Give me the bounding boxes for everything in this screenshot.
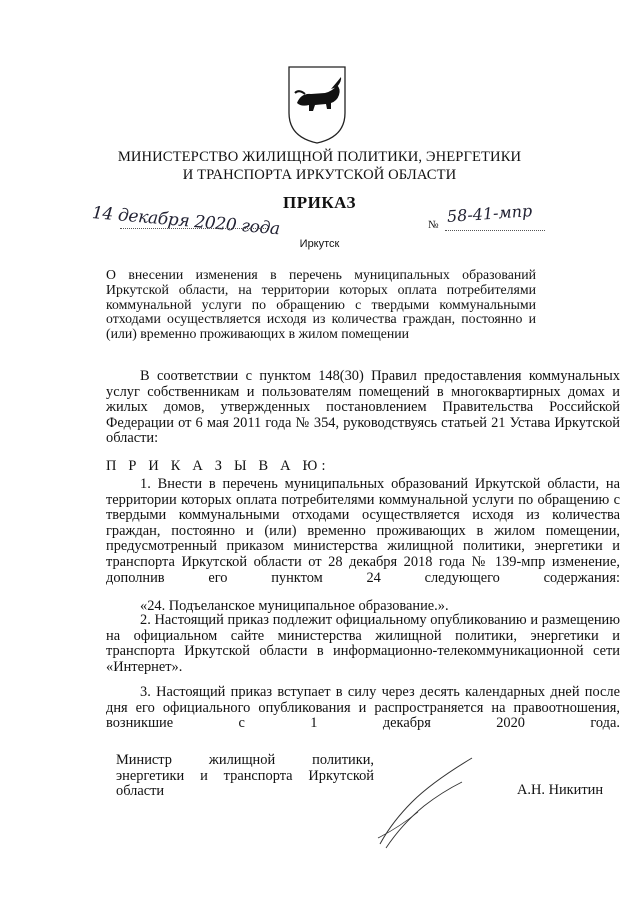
order-item-3: 3. Настоящий приказ вступает в силу через десять календарных дней после дня его официального опубликования и распространяется на правоотношения, возникшие с 1 декабря 2020 года. — [106, 684, 620, 732]
document-title: ПРИКАЗ — [283, 193, 356, 212]
city-name: Иркутск — [299, 238, 340, 250]
ministry-name-line-1: МИНИСТЕРСТВО ЖИЛИЩНОЙ ПОЛИТИКИ, ЭНЕРГЕТИКИ — [117, 149, 522, 165]
number-underline — [445, 230, 545, 231]
handwritten-signature-icon — [372, 752, 482, 852]
signatory-name: А.Н. Никитин — [517, 782, 604, 798]
order-item-2: 2. Настоящий приказ подлежит официальному опубликованию и размещению на официальном сайте министерства жилищной политики, энергетики и транспорта Иркутской области в информационно-телекоммуникационной сети «Интернет». — [106, 612, 620, 675]
order-item-1: 1. Внести в перечень муниципальных образований Иркутской области, на территории которых оплата потребителями коммунальной услуги по обращению с твердыми коммунальными отходами осуществляется исходя из количества граждан, постоянно и (или) временно проживающих в жилом помещении, предусмотренный приказом министерства жилищной политики, энергетики и транспорта Иркутской области от 28 декабря 2018 года № 139-мпр изменение, дополнив его пунктом 24 следующего содержания: — [106, 476, 620, 586]
date-underline — [120, 228, 268, 229]
preamble-paragraph: В соответствии с пунктом 148(30) Правил предоставления коммунальных услуг собственникам и пользователям помещений в многоквартирных домах и жилых домов, утвержденных постановлением Правительства Российской Федерации от 6 мая 2011 года № 354, руководствуясь статьей 21 Устава Иркутской области: — [106, 368, 620, 447]
ministry-name-line-2: И ТРАНСПОРТА ИРКУТСКОЙ ОБЛАСТИ — [182, 167, 457, 183]
number-sign: № — [428, 219, 439, 231]
orders-word: П Р И К А З Ы В А Ю: — [106, 458, 330, 474]
handwritten-date: 14 декабря 2020 года — [91, 203, 281, 240]
irkutsk-coat-of-arms-icon — [285, 63, 349, 145]
handwritten-order-number: 58-41-мпр — [446, 201, 533, 226]
signatory-position: Министр жилищной политики, энергетики и транспорта Иркутской области — [116, 752, 374, 800]
order-subject: О внесении изменения в перечень муниципальных образований Иркутской области, на территории которых оплата потребителями коммунальной услуги по обращению с твердыми коммунальными отходами осуществляется исходя из количества граждан, постоянно и (или) временно проживающих в жилом помещении — [106, 267, 536, 342]
order-item-1-quote: «24. Подъеланское муниципальное образование.». — [140, 598, 449, 614]
